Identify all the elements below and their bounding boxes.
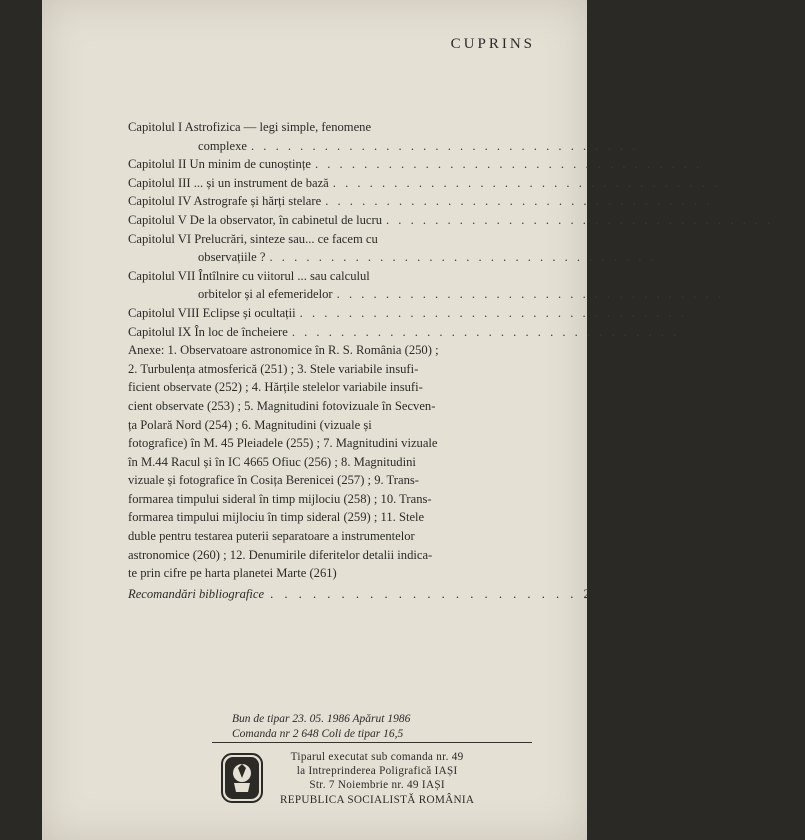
- toc-entry: [128, 230, 528, 249]
- annex-line: fotografice) în M. 45 Pleiadele (255) ; 7. Magnitudini vizuale: [128, 436, 438, 451]
- annex-line: formarea timpului sideral în timp mijlociu (258) ; 10. Trans-: [128, 491, 432, 506]
- recommended-bibliography-entry: [128, 585, 603, 604]
- toc-entry-page: 130: [669, 250, 689, 265]
- toc-entry: [128, 248, 689, 267]
- recommended-bibliography-label: Recomandări bibliografice: [128, 586, 265, 601]
- printer-block: [280, 750, 474, 807]
- annex-line: ficient observate (252) ; 4. Hărțile stelelor variabile insufi-: [128, 380, 423, 395]
- annex-line: cient observate (253) ; 5. Magnitudini fotovizuale în Secven-: [128, 398, 436, 413]
- dot-leader: . . . . . . . . . . . . . . . . . . . . . . . . . . . . . . . .: [314, 157, 703, 172]
- annex-line: vizuale și fotografice în Cosița Berenicei (257) ; 9. Trans-: [128, 473, 419, 488]
- toc-entry-page: 41: [739, 175, 753, 190]
- imprint-line: Bun de tipar 23. 05. 1986 Apărut 1986: [232, 713, 411, 725]
- toc-entry-page: 245: [692, 324, 712, 339]
- dot-leader: . . . . . . . . . . . . . . . . . . . . . . . . . . . . . . . .: [269, 250, 657, 265]
- toc-entry: [128, 155, 735, 174]
- book-page: [42, 0, 805, 840]
- toc-entry-label: Capitolul III ... și un instrument de bază: [128, 175, 329, 190]
- annex-line: duble pentru testarea puterii separatoare a instrumentelor: [128, 529, 415, 544]
- toc-entry-page: 173: [737, 287, 756, 302]
- toc-entry-label: Capitolul IX În loc de încheiere: [128, 324, 288, 339]
- printer-line: REPUBLICA SOCIALISTĂ ROMÂNIA: [280, 793, 475, 806]
- annex-line: 2. Turbulența atmosferică (251) ; 3. Stele variabile insufi-: [128, 361, 419, 376]
- toc-entry: [128, 192, 745, 211]
- annex-line: te prin cifre pe harta planetei Marte (261): [128, 566, 337, 581]
- toc-entry-label: Capitolul V De la observator, în cabinetul de lucru: [128, 212, 382, 227]
- toc-entry: [128, 323, 712, 342]
- toc-entry-page: 15: [721, 157, 735, 172]
- annex-paragraph: [128, 341, 528, 583]
- toc-entry-label: Capitolul VII Întîlnire cu viitorul ... sau calculul: [128, 268, 370, 283]
- toc-entry-label: Capitolul VI Prelucrări, sinteze sau... ce facem cu: [128, 231, 378, 246]
- toc-entry-page: 85: [731, 194, 745, 209]
- dot-leader: . . . . . . . . . . . . . . . . . . . . . . . . . . . . . . . .: [299, 305, 688, 320]
- toc-entry-label: Capitolul VIII Eclipse și ocultații: [128, 305, 296, 320]
- toc-entry-label: Capitolul IV Astrografe și hărți stelare: [128, 194, 322, 209]
- toc-entry-label: orbitelor și al efemeridelor: [198, 287, 333, 302]
- toc-entry-page: 101: [786, 212, 805, 227]
- toc-entries: [128, 118, 805, 341]
- page-title: CUPRINS: [450, 36, 535, 52]
- toc-entry: [128, 137, 671, 156]
- toc-entry: [128, 118, 528, 137]
- toc-entry: [128, 285, 756, 304]
- dot-leader: . . . . . . . . . . . . . . . . . . . . . . . . . . . . . . . .: [386, 212, 774, 227]
- printer-line: Tiparul executat sub comanda nr. 49: [290, 751, 464, 763]
- toc-entry-label: observațiile ?: [198, 250, 266, 265]
- imprint-block: [232, 712, 410, 742]
- printer-line: Str. 7 Noiembrie nr. 49 IAȘI: [309, 779, 445, 792]
- table-of-contents: [128, 118, 805, 603]
- annex-line: ța Polară Nord (254) ; 6. Magnitudini (vizuale și: [128, 417, 372, 432]
- dot-leader: . . . . . . . . . . . . . . . . . . . . . . . . . . . . . . . .: [332, 175, 721, 190]
- dot-leader: . . . . . . . . . . . . . . . . . . . . . . . . . . . . . . . .: [336, 287, 724, 302]
- annex-line: în M.44 Racul și în IC 4665 Ofiuc (256) ; 8. Magnitudini: [128, 454, 416, 469]
- annex-line: formarea timpului mijlociu în timp sideral (259) ; 11. Stele: [128, 510, 425, 525]
- toc-entry-label: Capitolul I Astrofizica — legi simple, fenomene: [128, 120, 372, 134]
- toc-entry-page: 195: [700, 305, 720, 320]
- annex-line: astronomice (260) ; 12. Denumirile diferitelor detalii indica-: [128, 547, 433, 562]
- toc-entry-label: complexe: [198, 138, 247, 153]
- printing-house-logo-icon: [220, 752, 264, 804]
- toc-entry: [128, 174, 753, 193]
- dot-leader: . . . . . . . . . . . . . . . . . . . . . . . . . . . . . . . .: [291, 324, 680, 339]
- toc-entry: [128, 267, 528, 286]
- dot-leader: . . . . . . . . . . . . . . . . . . . . . .: [270, 586, 578, 601]
- dot-leader: . . . . . . . . . . . . . . . . . . . . . . . . . . . . . . . .: [250, 138, 639, 153]
- printer-line: la Intreprinderea Poligrafică IAȘI: [296, 765, 458, 778]
- toc-entry: [128, 211, 805, 230]
- toc-entry: [128, 304, 720, 323]
- imprint-line: Comanda nr 2 648 Coli de tipar 16,5: [232, 728, 404, 740]
- divider: [212, 742, 532, 743]
- toc-entry-page: 5: [664, 138, 671, 153]
- dot-leader: . . . . . . . . . . . . . . . . . . . . . . . . . . . . . . . .: [325, 194, 713, 209]
- toc-entry-label: Capitolul II Un minim de cunoștințe: [128, 157, 311, 172]
- annex-line: Anexe: 1. Observatoare astronomice în R. S. România (250) ;: [128, 343, 439, 358]
- recommended-bibliography-page: 262: [583, 586, 603, 601]
